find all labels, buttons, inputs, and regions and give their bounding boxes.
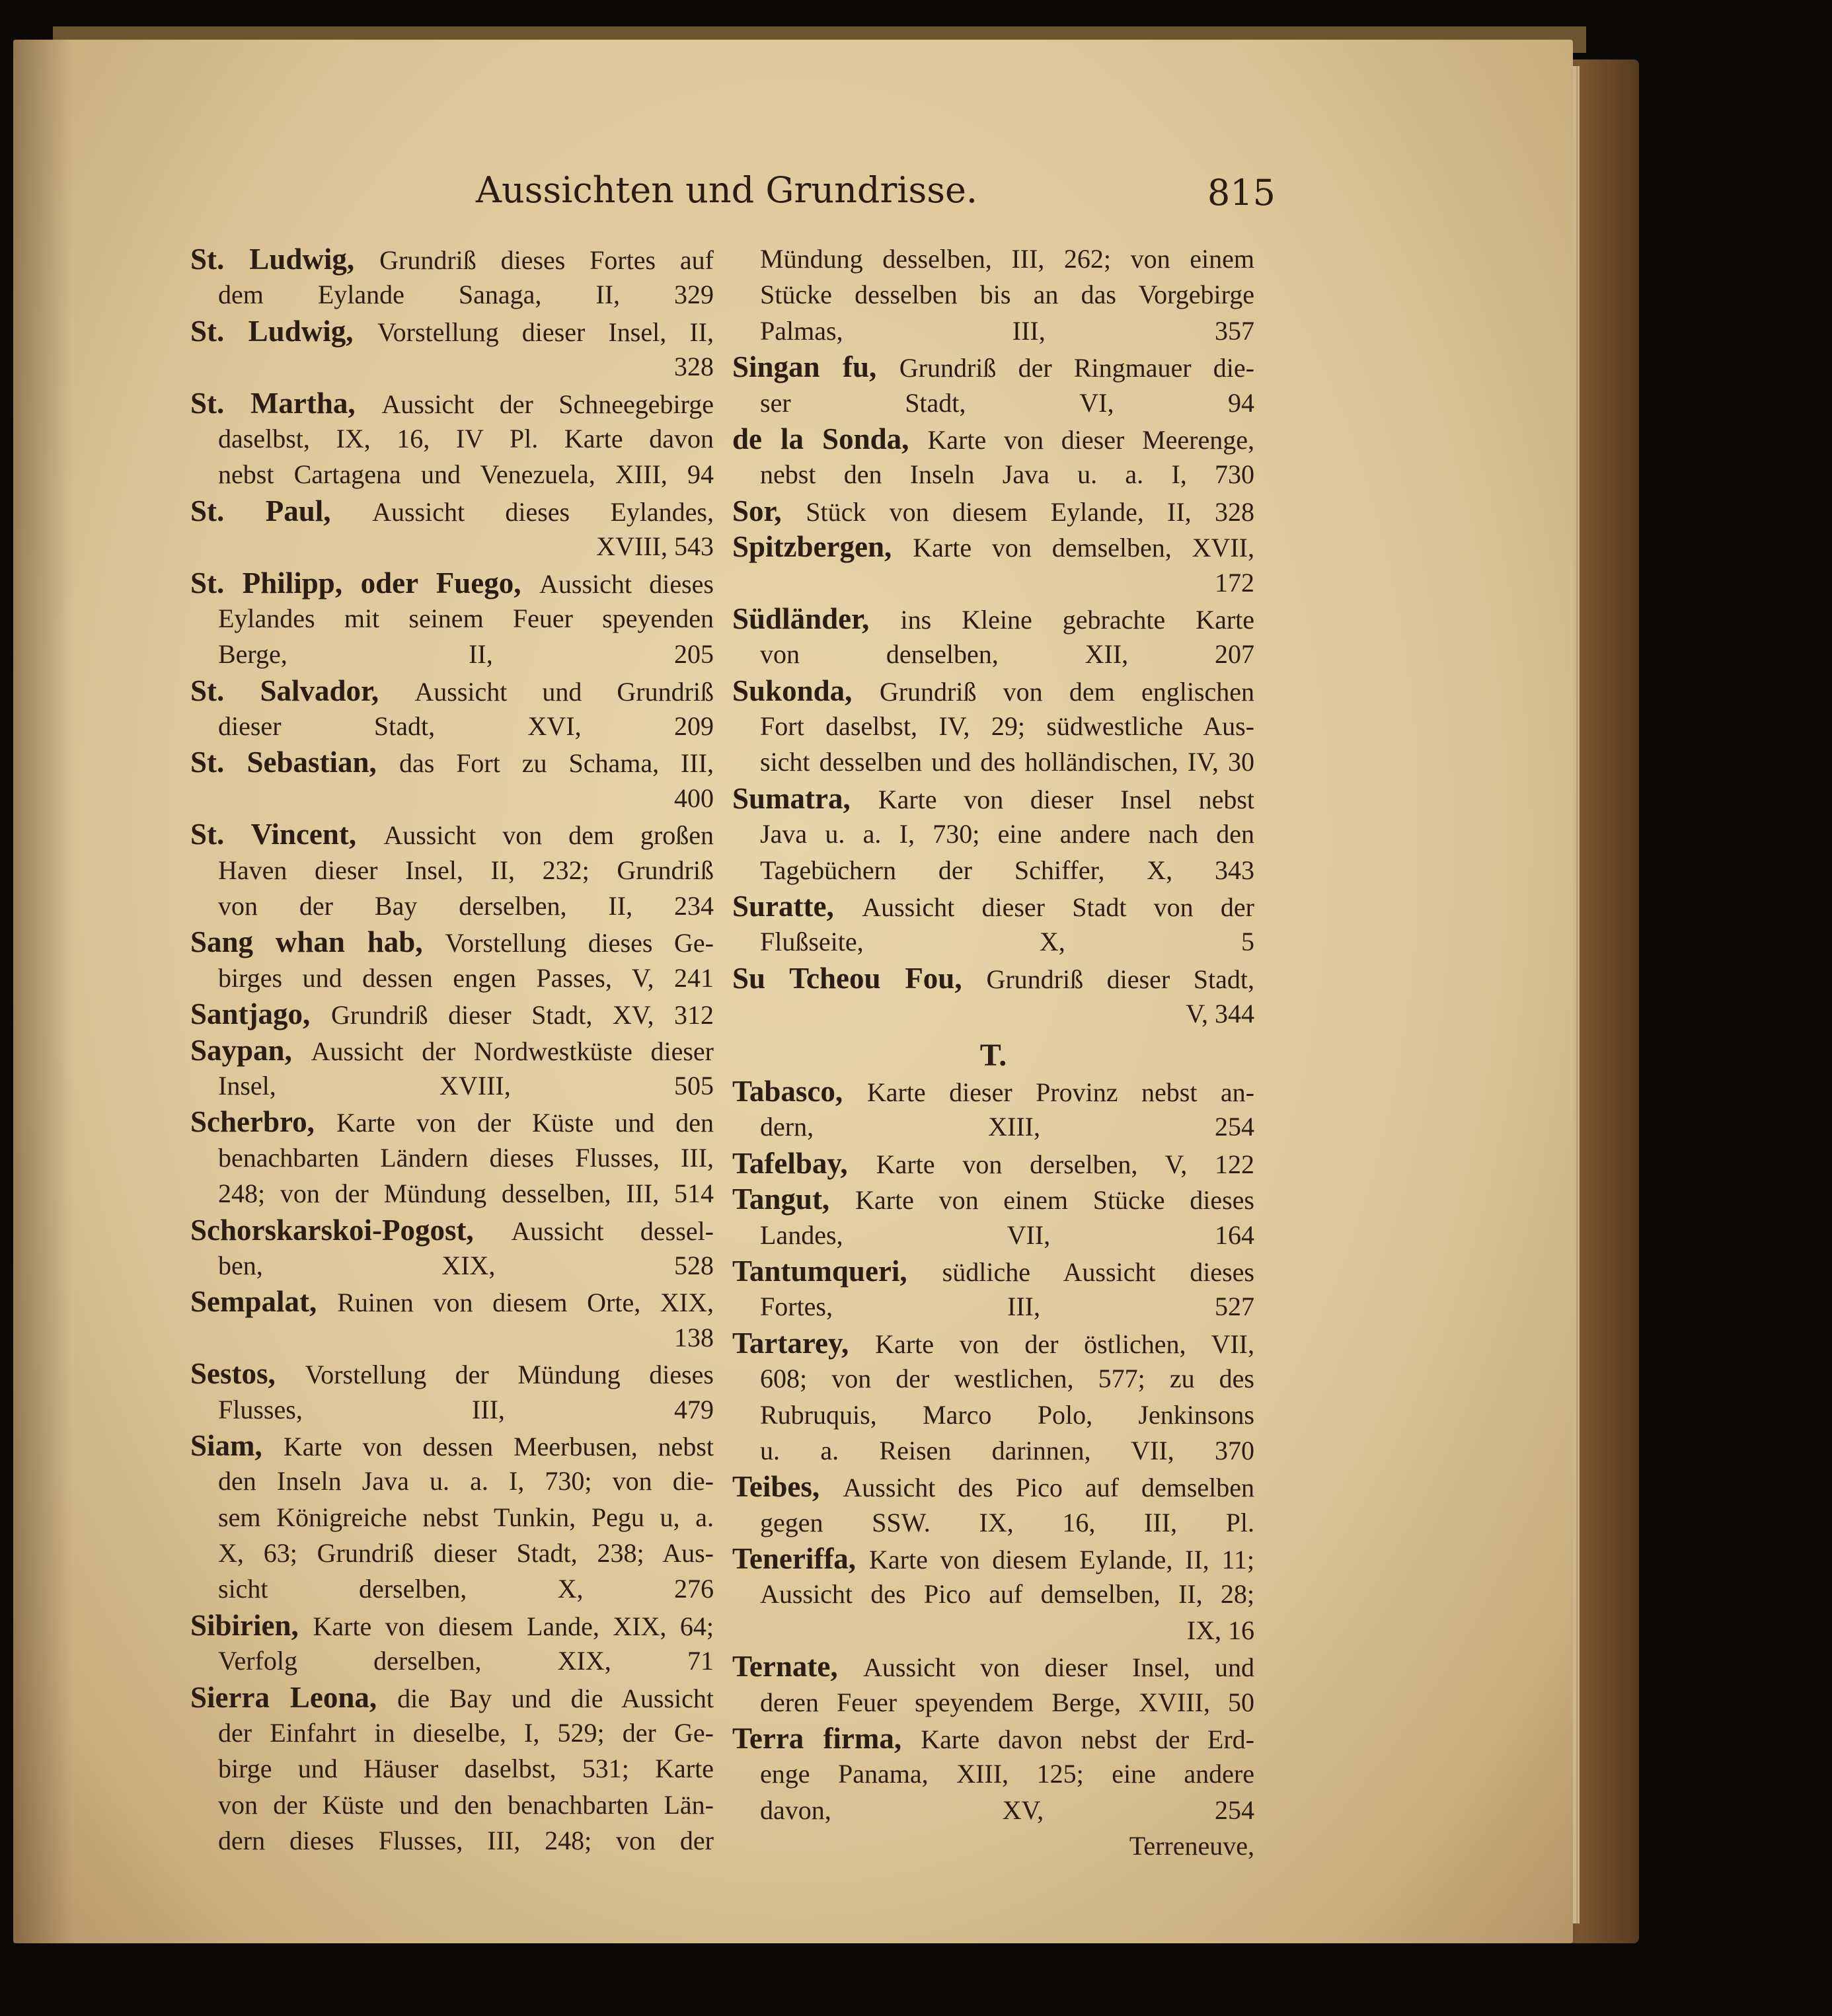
index-line bbox=[190, 853, 714, 888]
index-text: nebst Cartagena und Venezuela, XIII, 94 bbox=[218, 459, 714, 490]
index-line bbox=[732, 924, 1254, 960]
index-line bbox=[732, 1361, 1254, 1397]
index-headword: Südländer, bbox=[732, 601, 901, 635]
index-text: Vorstellung der Mündung dieses bbox=[305, 1360, 714, 1390]
index-line bbox=[190, 1248, 714, 1284]
index-text: Aussicht dieses bbox=[539, 568, 714, 599]
index-line bbox=[732, 457, 1254, 492]
index-headword: Sukonda, bbox=[732, 674, 880, 707]
index-line bbox=[732, 1218, 1254, 1253]
index-headword: Sierra Leona, bbox=[190, 1680, 398, 1714]
index-headword: St. Ludwig, bbox=[190, 314, 377, 348]
index-line bbox=[732, 1469, 1254, 1504]
index-headword: Tafelbay, bbox=[732, 1146, 876, 1180]
index-line bbox=[190, 1787, 714, 1823]
index-line bbox=[732, 421, 1254, 457]
index-text: Karte von dessen Meerbusen, nebst bbox=[283, 1431, 714, 1461]
index-line bbox=[732, 529, 1254, 564]
index-text: Flusses, III, 479 bbox=[218, 1394, 714, 1424]
index-text: Palmas, III, 357 bbox=[760, 315, 1254, 346]
index-text: XVIII, 543 bbox=[596, 531, 714, 562]
running-header: Aussichten und Grundrisse. bbox=[476, 169, 978, 211]
index-line bbox=[190, 277, 714, 313]
index-headword: Sestos, bbox=[190, 1357, 305, 1391]
index-text: Aussicht und Grundriß bbox=[414, 676, 714, 707]
index-headword: St. Paul, bbox=[190, 494, 373, 527]
index-line bbox=[732, 493, 1254, 529]
index-text: V, 344 bbox=[1186, 999, 1254, 1029]
index-headword: Tabasco, bbox=[732, 1074, 867, 1108]
index-line bbox=[732, 1613, 1254, 1648]
index-line bbox=[190, 960, 714, 996]
index-line bbox=[732, 1145, 1254, 1181]
index-text: Verfolg derselben, XIX, 71 bbox=[218, 1646, 714, 1676]
index-text: Karte von dieser Insel nebst bbox=[878, 784, 1254, 814]
index-line bbox=[190, 673, 714, 709]
index-line bbox=[732, 1109, 1254, 1145]
index-text: 172 bbox=[1215, 567, 1254, 598]
index-text: von der Bay derselben, II, 234 bbox=[218, 891, 714, 921]
index-line bbox=[190, 349, 714, 385]
index-line bbox=[732, 385, 1254, 421]
index-headword: Tartarey, bbox=[732, 1326, 876, 1360]
index-text: der Einfahrt in dieselbe, I, 529; der Ge- bbox=[218, 1718, 714, 1748]
index-text: birges und dessen engen Passes, V, 241 bbox=[218, 962, 714, 993]
index-line bbox=[732, 565, 1254, 601]
index-headword: Teibes, bbox=[732, 1470, 843, 1504]
index-headword: Saypan, bbox=[190, 1033, 311, 1067]
index-text: X, 63; Grundriß dieser Stadt, 238; Aus- bbox=[218, 1538, 714, 1569]
index-line bbox=[190, 1680, 714, 1715]
index-line bbox=[732, 888, 1254, 924]
index-text: Aussicht des Pico auf demselben, II, 28; bbox=[760, 1579, 1254, 1609]
index-text: von denselben, XII, 207 bbox=[760, 639, 1254, 670]
index-headword: Teneriffa, bbox=[732, 1542, 870, 1576]
index-text: Aussicht des Pico auf demselben bbox=[843, 1473, 1254, 1503]
index-column-left bbox=[190, 241, 714, 1859]
index-text: Aussicht der Nordwestküste dieser bbox=[311, 1036, 714, 1066]
index-text: davon, XV, 254 bbox=[760, 1795, 1254, 1825]
index-line bbox=[732, 744, 1254, 780]
index-headword: de la Sonda, bbox=[732, 422, 928, 455]
index-line bbox=[732, 1756, 1254, 1792]
index-line bbox=[732, 601, 1254, 637]
index-headword: Singan fu, bbox=[732, 350, 899, 384]
index-line bbox=[732, 781, 1254, 816]
index-text: Rubruquis, Marco Polo, Jenkinsons bbox=[760, 1399, 1254, 1430]
index-line bbox=[190, 565, 714, 601]
index-text: Eylandes mit seinem Feuer speyenden bbox=[218, 603, 714, 633]
index-line bbox=[190, 313, 714, 349]
index-headword: Sumatra, bbox=[732, 781, 878, 815]
index-text: T. bbox=[979, 1037, 1007, 1073]
index-text: Karte von dieser Meerenge, bbox=[927, 424, 1254, 455]
page-number: 815 bbox=[1207, 172, 1276, 213]
index-text: Haven dieser Insel, II, 232; Grundriß bbox=[218, 855, 714, 885]
index-line bbox=[190, 1428, 714, 1463]
index-line bbox=[190, 493, 714, 529]
index-text: Fortes, III, 527 bbox=[760, 1292, 1254, 1322]
index-text: Fort daselbst, IV, 29; südwestliche Aus- bbox=[760, 711, 1254, 742]
index-line bbox=[190, 637, 714, 672]
index-line bbox=[190, 1212, 714, 1248]
index-line bbox=[732, 816, 1254, 852]
index-text: Aussicht dieser Stadt von der bbox=[862, 892, 1254, 923]
index-headword: Schorskarskoi-Pogost, bbox=[190, 1213, 512, 1247]
index-text: südliche Aussicht dieses bbox=[942, 1257, 1254, 1287]
index-line bbox=[190, 816, 714, 852]
index-text: ben, XIX, 528 bbox=[218, 1250, 714, 1280]
index-text: Aussicht dieses Eylandes, bbox=[372, 496, 714, 527]
index-line bbox=[732, 960, 1254, 996]
index-line bbox=[190, 1284, 714, 1319]
index-text: Grundriß dieser Stadt, XV, 312 bbox=[331, 1000, 714, 1030]
index-headword: Ternate, bbox=[732, 1650, 863, 1684]
index-text: benachbarten Ländern dieses Flusses, III, bbox=[218, 1142, 714, 1173]
index-headword: St. Martha, bbox=[190, 386, 382, 420]
index-text: Grundriß der Ringmauer die- bbox=[899, 353, 1254, 383]
index-headword: St. Salvador, bbox=[190, 674, 415, 707]
index-text: dern, XIII, 254 bbox=[760, 1112, 1254, 1142]
index-line bbox=[732, 1721, 1254, 1756]
index-line bbox=[190, 421, 714, 457]
index-line bbox=[190, 1823, 714, 1859]
index-text: Aussicht dessel- bbox=[511, 1216, 714, 1246]
index-text: u. a. Reisen darinnen, VII, 370 bbox=[760, 1435, 1254, 1465]
index-text: Mündung desselben, III, 262; von einem bbox=[760, 244, 1254, 274]
index-headword: Terra firma, bbox=[732, 1722, 921, 1756]
index-text: 248; von der Mündung desselben, III, 514 bbox=[218, 1179, 714, 1209]
index-line bbox=[190, 1500, 714, 1535]
index-line bbox=[190, 601, 714, 637]
index-line bbox=[732, 673, 1254, 709]
index-line bbox=[732, 1289, 1254, 1325]
index-line bbox=[190, 1104, 714, 1140]
index-line bbox=[732, 637, 1254, 672]
index-text: die Bay und die Aussicht bbox=[397, 1683, 714, 1713]
index-line bbox=[190, 1608, 714, 1643]
index-text: Aussicht von dem großen bbox=[383, 820, 714, 851]
index-line bbox=[190, 385, 714, 421]
index-text: Karte von einem Stücke dieses bbox=[855, 1185, 1254, 1216]
index-headword: Su Tcheou Fou, bbox=[732, 961, 987, 995]
index-headword: Suratte, bbox=[732, 890, 862, 923]
index-headword: Sibirien, bbox=[190, 1608, 313, 1642]
index-text: Tagebüchern der Schiffer, X, 343 bbox=[760, 855, 1254, 885]
index-line bbox=[732, 1073, 1254, 1109]
index-text: Terreneuve, bbox=[1129, 1831, 1254, 1861]
index-text: dern dieses Flusses, III, 248; von der bbox=[218, 1826, 714, 1856]
index-headword: Tangut, bbox=[732, 1182, 856, 1216]
index-text: nebst den Inseln Java u. a. I, 730 bbox=[760, 459, 1254, 490]
index-text: Karte von der Küste und den bbox=[336, 1108, 714, 1138]
index-text: enge Panama, XIII, 125; eine andere bbox=[760, 1759, 1254, 1789]
index-text: Karte von der östlichen, VII, bbox=[875, 1329, 1254, 1359]
index-headword: Santjago, bbox=[190, 997, 332, 1031]
index-headword: St. Ludwig, bbox=[190, 243, 380, 276]
index-text: dieser Stadt, XVI, 209 bbox=[218, 711, 714, 742]
section-letter bbox=[732, 1032, 1254, 1073]
index-text: ser Stadt, VI, 94 bbox=[760, 387, 1254, 418]
index-line bbox=[732, 1397, 1254, 1433]
index-line bbox=[190, 457, 714, 492]
index-text: Aussicht von dieser Insel, und bbox=[863, 1652, 1254, 1683]
index-text: Berge, II, 205 bbox=[218, 639, 714, 670]
catchword bbox=[732, 1828, 1254, 1864]
index-line bbox=[190, 1571, 714, 1607]
index-text: dem Eylande Sanaga, II, 329 bbox=[218, 280, 714, 310]
page-gutter-shadow bbox=[13, 40, 73, 1943]
index-text: Landes, VII, 164 bbox=[760, 1220, 1254, 1250]
index-headword: Tantumqueri, bbox=[732, 1254, 942, 1288]
index-line bbox=[732, 1685, 1254, 1721]
index-text: birge und Häuser daselbst, 531; Karte bbox=[218, 1754, 714, 1784]
index-headword: Sempalat, bbox=[190, 1285, 338, 1319]
index-line bbox=[190, 1535, 714, 1571]
index-line bbox=[732, 1433, 1254, 1469]
index-line bbox=[190, 529, 714, 564]
index-headword: St. Vincent, bbox=[190, 818, 384, 851]
index-column-right bbox=[732, 241, 1254, 1865]
index-text: Karte von demselben, XVII, bbox=[913, 533, 1254, 563]
index-line bbox=[190, 1463, 714, 1499]
index-line bbox=[732, 1253, 1254, 1289]
index-text: Ruinen von diesem Orte, XIX, bbox=[337, 1288, 714, 1318]
index-line bbox=[190, 1176, 714, 1212]
index-headword: Sang whan hab, bbox=[190, 925, 445, 959]
index-line bbox=[190, 1320, 714, 1356]
index-text: Stück von diesem Eylande, II, 328 bbox=[806, 496, 1254, 527]
index-text: IX, 16 bbox=[1186, 1615, 1254, 1645]
index-line bbox=[190, 996, 714, 1032]
index-text: Vorstellung dieser Insel, II, bbox=[377, 317, 714, 347]
index-text: Karte dieser Provinz nebst an- bbox=[866, 1077, 1254, 1107]
index-line bbox=[732, 853, 1254, 888]
index-line bbox=[732, 1505, 1254, 1541]
index-line bbox=[190, 924, 714, 960]
index-text: Karte von diesem Lande, XIX, 64; bbox=[313, 1611, 714, 1641]
index-text: gegen SSW. IX, 16, III, Pl. bbox=[760, 1507, 1254, 1537]
index-line bbox=[732, 349, 1254, 385]
index-line bbox=[190, 1643, 714, 1679]
index-headword: St. Sebastian, bbox=[190, 746, 399, 779]
index-text: den Inseln Java u. a. I, 730; von die- bbox=[218, 1466, 714, 1496]
index-headword: Scherbro, bbox=[190, 1105, 337, 1139]
index-line bbox=[732, 277, 1254, 313]
index-line bbox=[732, 313, 1254, 349]
index-text: ins Kleine gebrachte Karte bbox=[900, 604, 1254, 635]
index-text: Aussicht der Schneegebirge bbox=[381, 389, 714, 419]
index-line bbox=[732, 996, 1254, 1032]
index-line bbox=[732, 1325, 1254, 1361]
index-headword: Spitzbergen, bbox=[732, 530, 913, 564]
index-line bbox=[732, 1648, 1254, 1684]
index-line bbox=[190, 1140, 714, 1176]
index-text: das Fort zu Schama, III, bbox=[399, 748, 714, 779]
index-headword: Sor, bbox=[732, 494, 806, 527]
index-headword: Siam, bbox=[190, 1428, 284, 1462]
index-line bbox=[190, 1392, 714, 1428]
index-text: sicht derselben, X, 276 bbox=[218, 1574, 714, 1604]
index-line bbox=[732, 241, 1254, 277]
index-text: 608; von der westlichen, 577; zu des bbox=[760, 1364, 1254, 1394]
index-line bbox=[190, 1715, 714, 1751]
index-line bbox=[190, 241, 714, 277]
index-text: daselbst, IX, 16, IV Pl. Karte davon bbox=[218, 423, 714, 453]
index-line bbox=[190, 888, 714, 924]
index-line bbox=[190, 1356, 714, 1391]
index-line bbox=[190, 1751, 714, 1787]
index-line bbox=[190, 781, 714, 816]
index-text: 328 bbox=[674, 352, 714, 382]
index-text: Grundriß von dem englischen bbox=[879, 676, 1254, 707]
index-text: Grundriß dieser Stadt, bbox=[986, 964, 1254, 994]
index-line bbox=[732, 1181, 1254, 1217]
index-line bbox=[190, 744, 714, 780]
index-line bbox=[190, 1068, 714, 1104]
index-text: sem Königreiche nebst Tunkin, Pegu u, a. bbox=[218, 1502, 714, 1532]
index-text: Karte von diesem Eylande, II, 11; bbox=[869, 1545, 1254, 1575]
index-text: Karte davon nebst der Erd- bbox=[921, 1725, 1254, 1755]
index-line bbox=[732, 1793, 1254, 1828]
index-line bbox=[190, 1032, 714, 1068]
index-text: Insel, XVIII, 505 bbox=[218, 1070, 714, 1101]
index-text: Java u. a. I, 730; eine andere nach den bbox=[760, 819, 1254, 849]
index-text: 138 bbox=[674, 1322, 714, 1352]
index-text: Stücke desselben bis an das Vorgebirge bbox=[760, 280, 1254, 310]
index-line bbox=[190, 709, 714, 744]
index-text: deren Feuer speyendem Berge, XVIII, 50 bbox=[760, 1687, 1254, 1717]
index-text: 400 bbox=[674, 783, 714, 813]
index-text: Karte von derselben, V, 122 bbox=[876, 1149, 1254, 1179]
index-headword: St. Philipp, oder Fuego, bbox=[190, 566, 539, 600]
index-line bbox=[732, 709, 1254, 744]
index-text: Vorstellung dieses Ge- bbox=[445, 928, 714, 958]
index-text: Flußseite, X, 5 bbox=[760, 927, 1254, 957]
index-text: Grundriß dieses Fortes auf bbox=[379, 245, 714, 275]
index-line bbox=[732, 1541, 1254, 1576]
index-text: sicht desselben und des holländischen, IV, 30 bbox=[760, 747, 1254, 777]
index-line bbox=[732, 1576, 1254, 1612]
index-text: von der Küste und den benachbarten Län- bbox=[218, 1789, 714, 1820]
